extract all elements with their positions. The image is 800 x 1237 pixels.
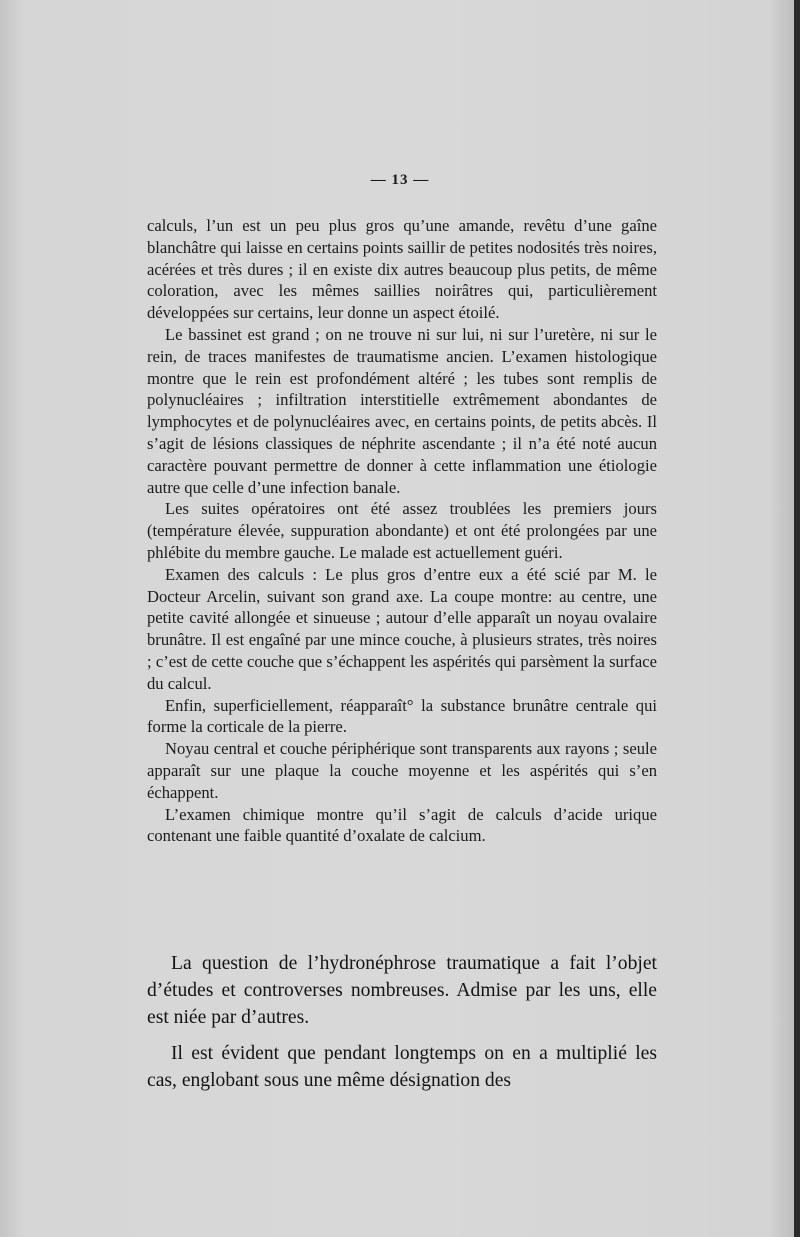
paragraph-suites: Les suites opératoires ont été assez troublées les premiers jours (température élevée, suppuration abondante) et ont été prolongées par une phlébite du membre gauche. Le malade est actuellement guéri. [147, 499, 657, 562]
discussion-text [147, 950, 657, 1103]
paragraph-evident: Il est évident que pendant longtemps on en a multiplié les cas, englobant sous une même désignation des [147, 1043, 657, 1091]
paragraph-noyau: Noyau central et couche périphérique sont transparents aux rayons ; seule apparaît sur une plaque la couche moyenne et les aspérités qui s’en échappent. [147, 739, 657, 802]
page-number: — 13 — [370, 172, 430, 188]
case-report-text [147, 215, 657, 847]
scan-edge [794, 0, 800, 1237]
paragraph-bassinet: Le bassinet est grand ; on ne trouve ni sur lui, ni sur l’uretère, ni sur le rein, de traces manifestes de traumatisme ancien. L’examen histologique montre que le rein est profondément altéré ; les tubes sont remplis de polynucléaires ; infiltration interstitielle extrêmement abondantes de lymphocytes et de polynucléaires avec, en certains points, de petits abcès. Il s’agit de lésions classiques de néphrite ascendante ; il n’a été noté aucun caractère pouvant permettre de donner à cette inflammation une étiologie autre que celle d’une infection banale. [147, 324, 657, 497]
paragraph-examen-chimique: L’examen chimique montre qu’il s’agit de calculs d’acide urique contenant une faible quantité d’oxalate de calcium. [147, 804, 657, 846]
paragraph-calculs: calculs, l’un est un peu plus gros qu’une amande, revêtu d’une gaîne blanchâtre qui laisse en certains points saillir de petites nodosités très noires, acérées et très dures ; il en existe dix autres beaucoup plus petits, de même coloration, avec les mêmes saillies noirâtres qui, particulièrement développées sur certains, leur donne un aspect étoilé. [147, 216, 657, 323]
paragraph-question: La question de l’hydronéphrose traumatique a fait l’objet d’études et controverses nombreuses. Admise par les uns, elle est niée par d’autres. [147, 953, 657, 1028]
paragraph-examen-calculs: Examen des calculs : Le plus gros d’entre eux a été scié par M. le Docteur Arcelin, suivant son grand axe. La coupe montre: au centre, une petite cavité allongée et sinueuse ; autour d’elle apparaît un noyau ovalaire brunâtre. Il est engaîné par une mince couche, à plusieurs strates, très noires ; c’est de cette couche que s’échappent les aspérités qui parsèment la surface du calcul. [147, 564, 657, 693]
paragraph-enfin: Enfin, superficiellement, réapparaît° la substance brunâtre centrale qui forme la corticale de la pierre. [147, 695, 657, 737]
